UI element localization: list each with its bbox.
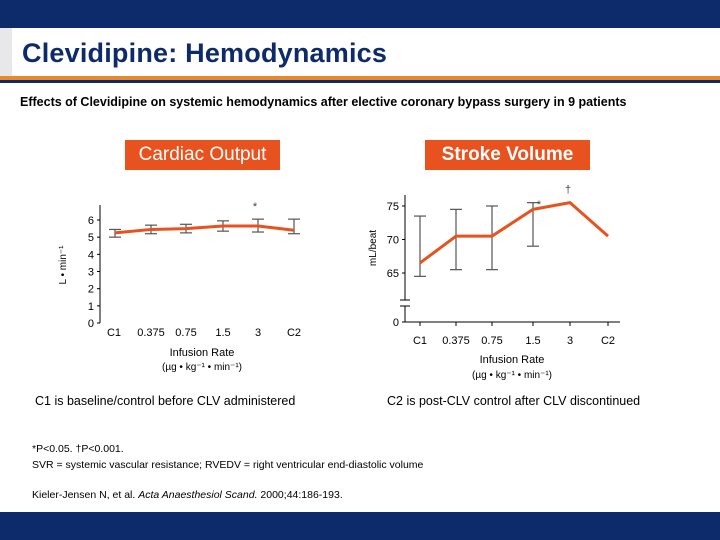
footnote-abbreviations: SVR = systemic vascular resistance; RVEDV = right ventricular end-diastolic volume — [32, 459, 424, 471]
slide-subtitle: Effects of Clevidipine on systemic hemodynamics after elective coronary bypass surgery in 9 patients — [20, 95, 627, 109]
cardiac-output-label: Cardiac Output — [125, 140, 280, 170]
co-x-tick-label: C2 — [286, 327, 302, 339]
sv-x-tick-label: C1 — [412, 335, 428, 347]
sv-significance-mark: * — [536, 199, 542, 211]
sv-y-tick-label: 70 — [386, 234, 399, 247]
sv-y-axis-title: mL/beat — [368, 229, 379, 267]
ref-journal: Acta Anaesthesiol Scand. — [138, 489, 258, 501]
footnote-significance: *P<0.05. †P<0.001. — [32, 443, 124, 455]
sv-significance-mark: † — [564, 184, 572, 196]
sv-x-tick-label: C2 — [600, 335, 616, 347]
co-x-tick-label: 0.375 — [137, 327, 165, 339]
co-x-tick-label: C1 — [106, 327, 122, 339]
ref-authors: Kieler-Jensen N, et al. — [32, 489, 139, 501]
sv-y-tick-label: 0 — [392, 317, 399, 329]
ref-detail: 2000;44:186-193. — [257, 489, 343, 501]
co-y-tick-label: 1 — [87, 300, 94, 313]
co-x-tick-label: 3 — [254, 327, 262, 339]
co-x-tick-label: 0.75 — [175, 327, 197, 339]
co-y-tick-label: 3 — [87, 266, 94, 279]
sv-y-tick-label: 75 — [386, 201, 399, 213]
sv-x-axis-units: (µg • kg⁻¹ • min⁻¹) — [472, 370, 552, 381]
co-series-line — [115, 226, 294, 233]
sv-series-line — [420, 203, 608, 263]
co-y-tick-label: 5 — [87, 232, 94, 245]
caption-c1: C1 is baseline/control before CLV administered — [35, 394, 296, 408]
sv-x-tick-label: 1.5 — [525, 335, 541, 347]
co-y-tick-label: 2 — [87, 283, 94, 296]
sv-x-tick-label: 0.75 — [481, 335, 503, 347]
sv-x-tick-label: 3 — [566, 335, 574, 347]
sv-x-tick-label: 0.375 — [442, 335, 470, 347]
sv-y-tick-label: 65 — [386, 268, 399, 280]
co-y-tick-label: 0 — [87, 318, 94, 330]
co-y-axis-title: L • min⁻¹ — [58, 245, 69, 285]
co-significance-mark: * — [252, 201, 258, 213]
sv-x-axis-title: Infusion Rate — [479, 354, 545, 366]
footnote-reference — [32, 489, 343, 501]
caption-c2: C2 is post-CLV control after CLV discontinued — [387, 394, 641, 408]
co-x-axis-title: Infusion Rate — [169, 347, 235, 359]
co-y-tick-label: 6 — [87, 215, 94, 227]
stroke-volume-label: Stroke Volume — [425, 140, 590, 170]
co-x-axis-units: (µg • kg⁻¹ • min⁻¹) — [162, 362, 242, 373]
co-x-tick-label: 1.5 — [215, 327, 231, 339]
co-y-tick-label: 4 — [87, 249, 94, 262]
bottom-band — [0, 512, 720, 540]
page-title: Clevidipine: Hemodynamics — [22, 38, 388, 68]
